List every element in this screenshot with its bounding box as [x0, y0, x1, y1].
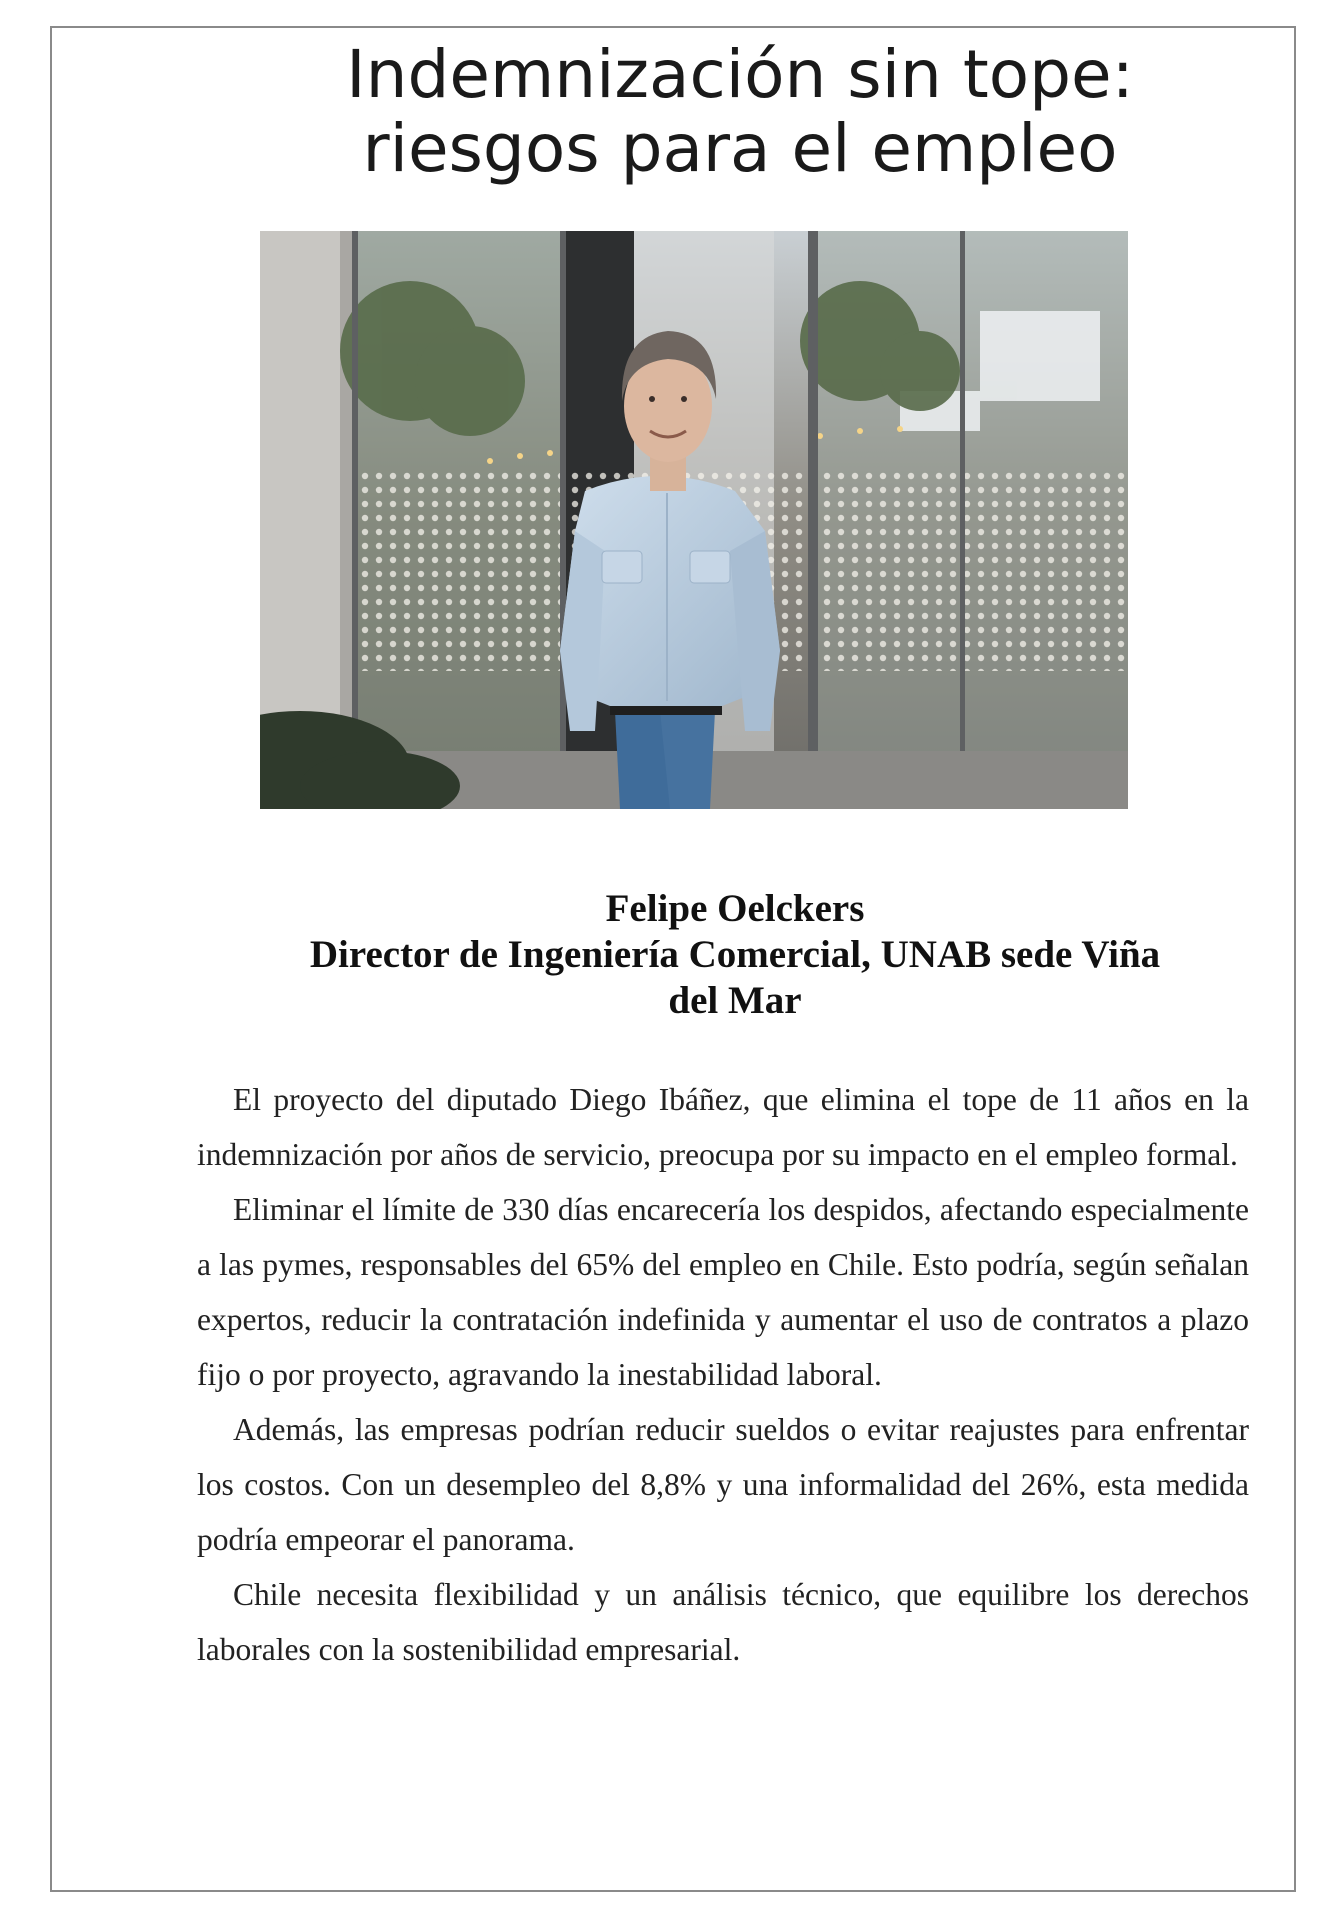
headline-line-1: Indemnización sin tope:: [346, 36, 1134, 113]
article-body: [197, 1072, 1249, 1677]
paragraph-2: Eliminar el límite de 330 días encarecería los despidos, afectando especialmente a las pymes, responsables del 65% del empleo en Chile. Esto podría, según señalan expertos, reducir la contratación indefinida y aumentar el uso de contratos a plazo fijo o por proyecto, agravando la inestabilidad laboral.: [197, 1192, 1249, 1392]
headline-line-2: riesgos para el empleo: [362, 110, 1118, 187]
author-photo: [260, 231, 1128, 809]
author-role-line-2: del Mar: [668, 979, 802, 1022]
paragraph-3: Además, las empresas podrían reducir sueldos o evitar reajustes para enfrentar los costos. Con un desempleo del 8,8% y una informalidad del 26%, esta medida podría empeorar el panorama.: [197, 1412, 1249, 1557]
author-name: Felipe Oelckers: [605, 887, 865, 930]
article-headline: [260, 38, 1220, 186]
author-role-line-1: Director de Ingeniería Comercial, UNAB sede Viña: [309, 933, 1161, 976]
paragraph-1: El proyecto del diputado Diego Ibáñez, que elimina el tope de 11 años en la indemnización por años de servicio, preocupa por su impacto en el empleo formal.: [197, 1082, 1249, 1172]
paragraph-4: Chile necesita flexibilidad y un análisis técnico, que equilibre los derechos laborales con la sostenibilidad empresarial.: [197, 1577, 1249, 1667]
author-byline: [240, 886, 1230, 1024]
